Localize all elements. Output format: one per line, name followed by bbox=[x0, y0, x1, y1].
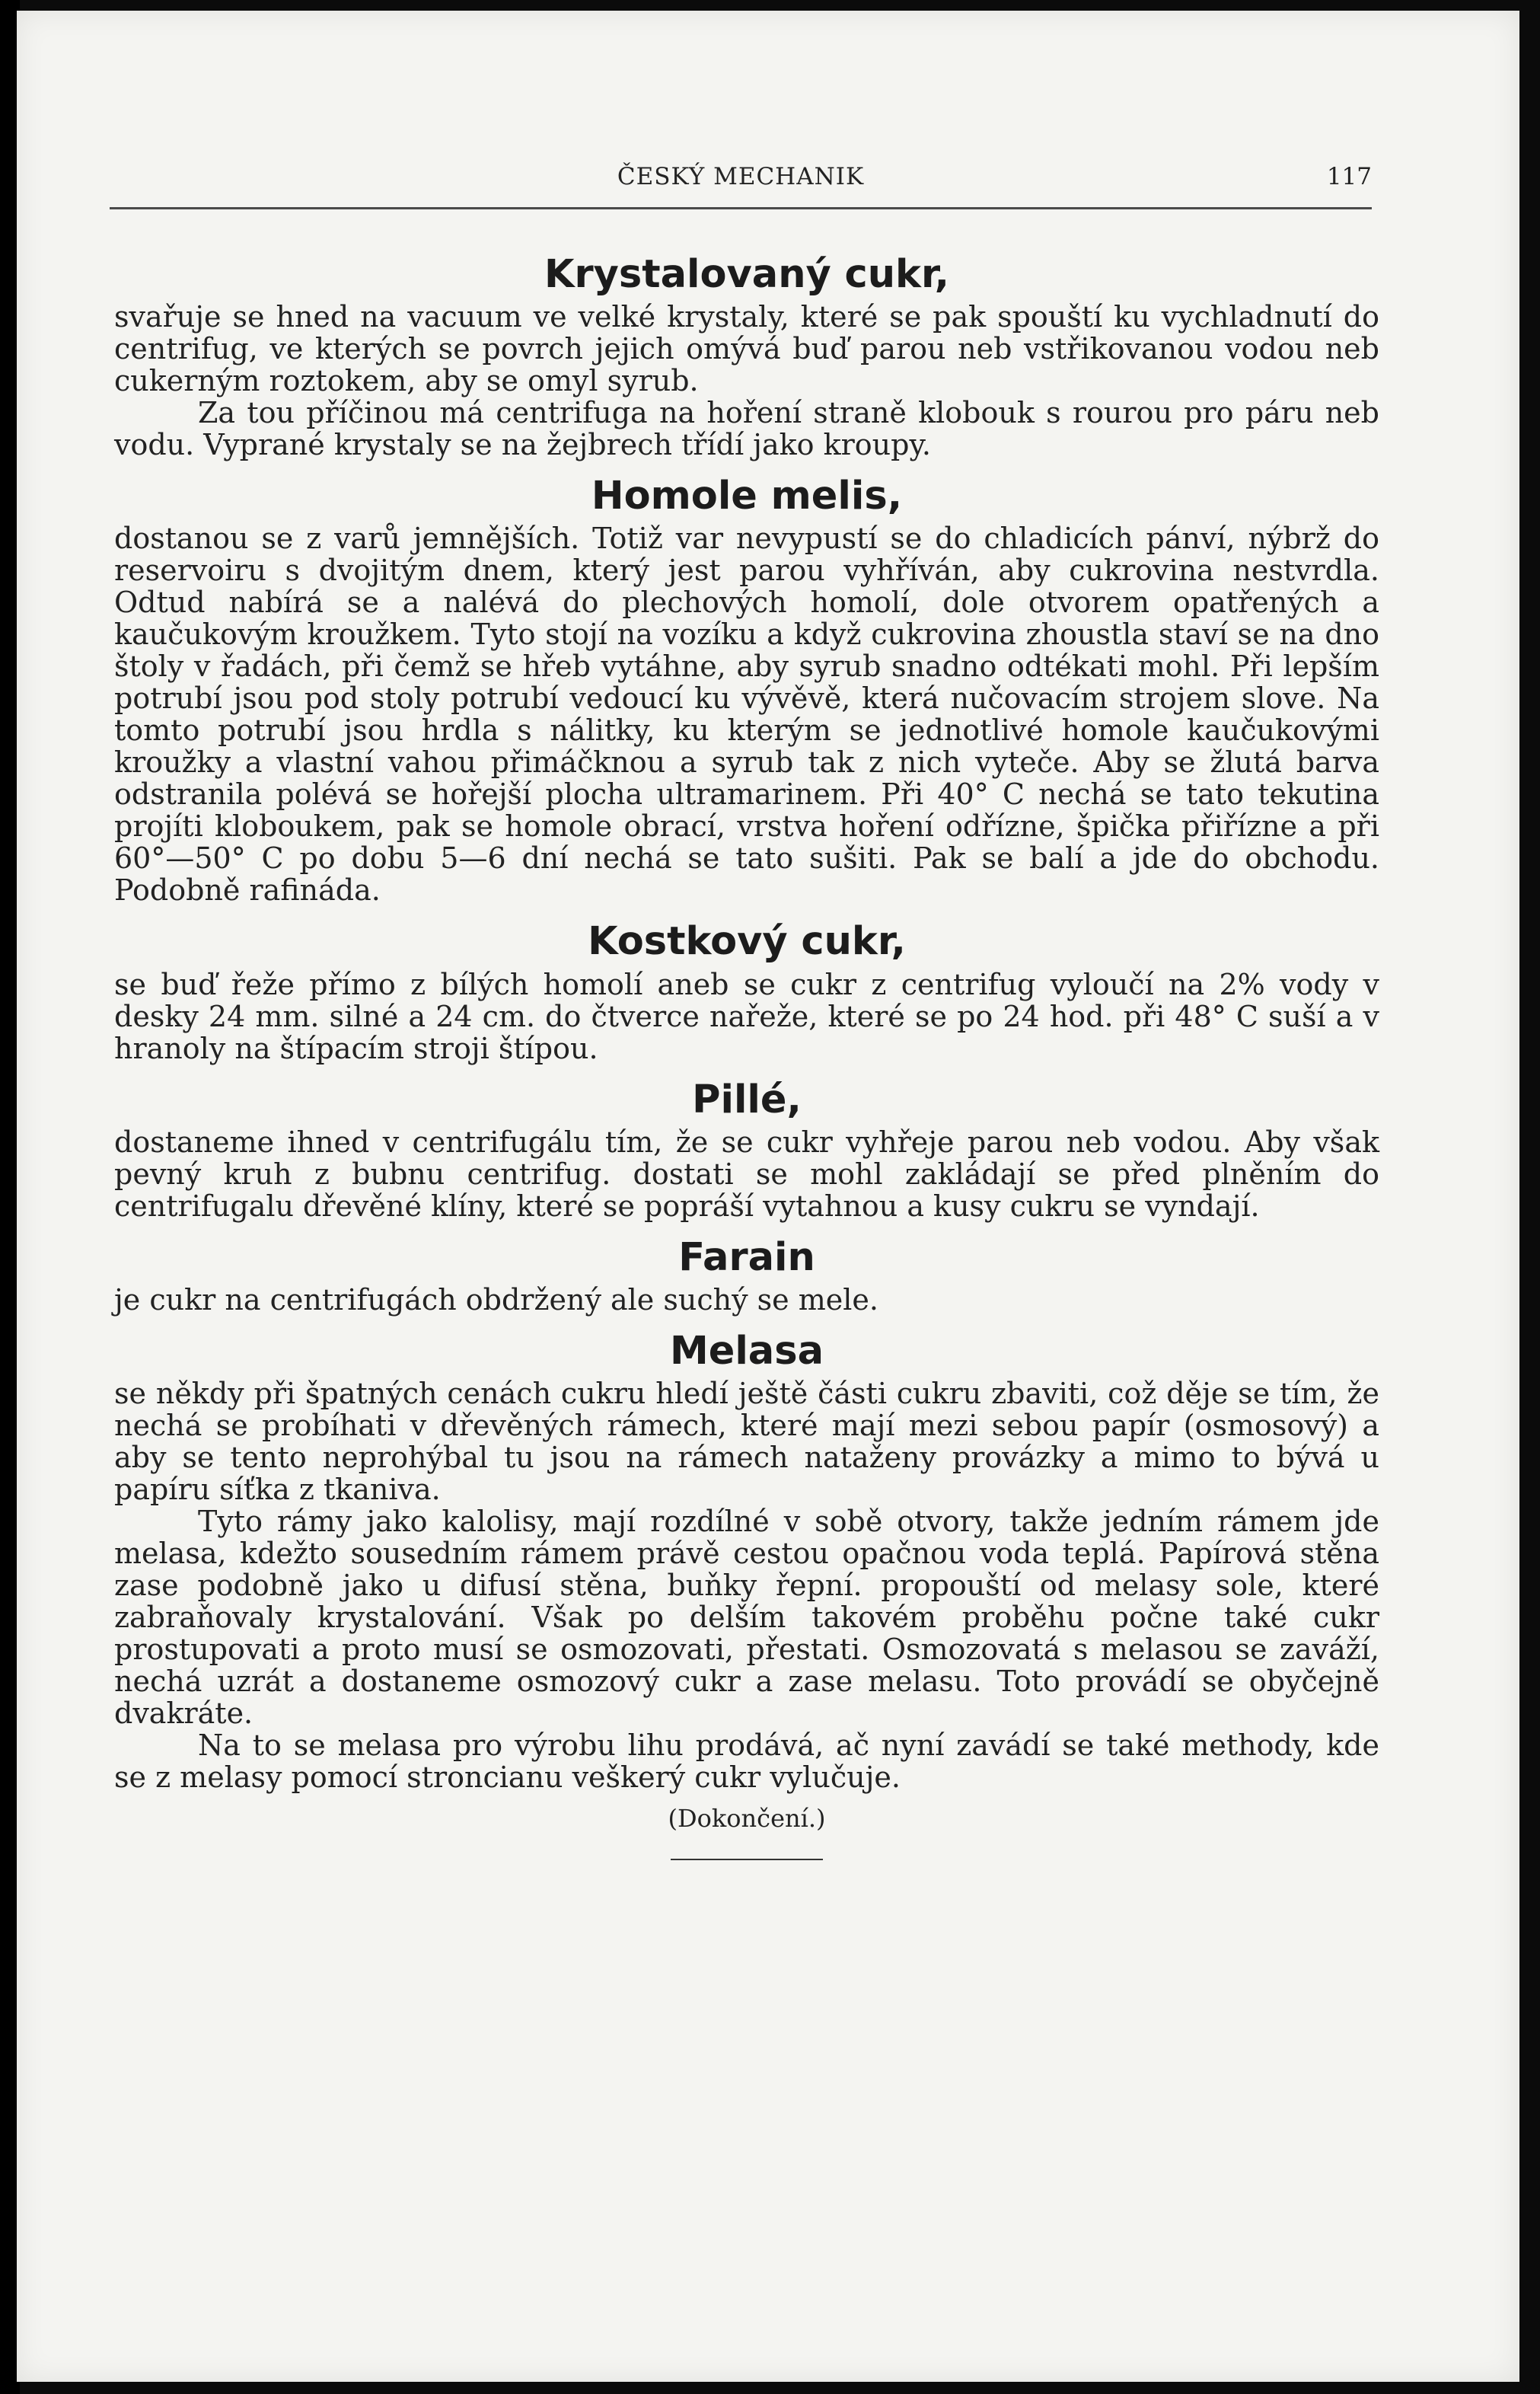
page-number: 117 bbox=[1326, 163, 1372, 190]
section-title: Melasa bbox=[669, 1328, 824, 1374]
article-body bbox=[114, 239, 1379, 1860]
paragraph: dostaneme ihned v centrifugálu tím, že se cukr vyhřeje parou neb vodou. Aby však pevný kruh z bubnu centrifug. dostati se mohl zakládají se před plněním do centrifugalu dřevěné klíny, které se popráší vytahnou a kusy cukru se vyndají. bbox=[114, 1125, 1379, 1223]
journal-title: ČESKÝ MECHANIK bbox=[617, 163, 865, 190]
section-title: Kostkový cukr, bbox=[588, 919, 906, 965]
paragraph: svařuje se hned na vacuum ve velké krystaly, které se pak spouští ku vychladnutí do centrifug, ve kterých se povrch jejich omývá buď parou neb vstřikovanou vodou neb cukerným roztokem, aby se omyl syrub. bbox=[114, 300, 1379, 398]
section-title: Farain bbox=[678, 1234, 815, 1280]
section-title: Homole melis, bbox=[591, 474, 903, 519]
header-rule bbox=[110, 207, 1372, 209]
page-header bbox=[110, 163, 1372, 216]
continued-note: (Dokončení.) bbox=[668, 1804, 826, 1834]
paragraph: Na to se melasa pro výrobu lihu prodává, ač nyní zavádí se také methody, kde se z melasy pomocí stroncianu veškerý cukr vylučuje. bbox=[114, 1728, 1379, 1795]
document-page bbox=[17, 11, 1519, 2382]
footer-rule bbox=[671, 1859, 823, 1860]
section-title: Krystalovaný cukr, bbox=[544, 252, 950, 297]
section-title: Pillé, bbox=[692, 1077, 802, 1122]
paragraph: Za tou příčinou má centrifuga na hoření straně klobouk s rourou pro páru neb vodu. Vyprané krystaly se na žejbrech třídí jako kroupy. bbox=[114, 396, 1379, 462]
paragraph: Tyto rámy jako kalolisy, mají rozdílné v sobě otvory, takže jedním rámem jde melasa, kdežto sousedním rámem právě cestou opačnou voda teplá. Papírová stěna zase podobně jako u difusí stěna, buňky řepní. propouští od melasy sole, které zabraňovaly krystalování. Však po delším takovém proběhu počne také cukr prostupovati a proto musí se osmozovati, přestati. Osmozovatá s melasou se zaváží, nechá uzrát a dostaneme osmozový cukr a zase melasu. Toto provádí se obyčejně dvakráte. bbox=[114, 1505, 1379, 1731]
paragraph: se někdy při špatných cenách cukru hledí ještě části cukru zbaviti, což děje se tím, že nechá se probíhati v dřevěných rámech, které mají mezi sebou papír (osmosový) a aby se tento neprohýbal tu jsou na rámech nataženy provázky a mimo to bývá u papíru síťka z tkaniva. bbox=[114, 1377, 1379, 1507]
paragraph: dostanou se z varů jemnějších. Totiž var nevypustí se do chladicích pánví, nýbrž do reservoiru s dvojitým dnem, který jest parou vyhříván, aby cukrovina nestvrdla. Odtud nabírá se a nalévá do plechových homolí, dole otvorem opatřených a kaučukovým kroužkem. Tyto stojí na vozíku a když cukrovina zhoustla staví se na dno štoly v řadách, při čemž se hřeb vytáhne, aby syrub snadno odtékati mohl. Při lepším potrubí jsou pod stoly potrubí vedoucí ku vývěvě, která nučovacím strojem slove. Na tomto potrubí jsou hrdla s nálitky, ku kterým se jednotlivé homole kaučukovými kroužky a vlastní vahou přimáčknou a syrub tak z nich vyteče. Aby se žlutá barva odstranila polévá se hořejší plocha ultramarinem. Při 40° C nechá se tato tekutina projíti kloboukem, pak se homole obrací, vrstva hoření odřízne, špička přiřízne a při 60°—50° C po dobu 5—6 dní nechá se tato sušiti. Pak se balí a jde do obchodu. Podobně rafináda. bbox=[114, 522, 1379, 908]
paragraph: je cukr na centrifugách obdržený ale suchý se mele. bbox=[114, 1282, 878, 1317]
paragraph: se buď řeže přímo z bílých homolí aneb se cukr z centrifug vyloučí na 2% vody v desky 24 mm. silné a 24 cm. do čtverce nařeže, které se po 24 hod. při 48° C suší a v hranoly na štípacím stroji štípou. bbox=[114, 967, 1379, 1065]
